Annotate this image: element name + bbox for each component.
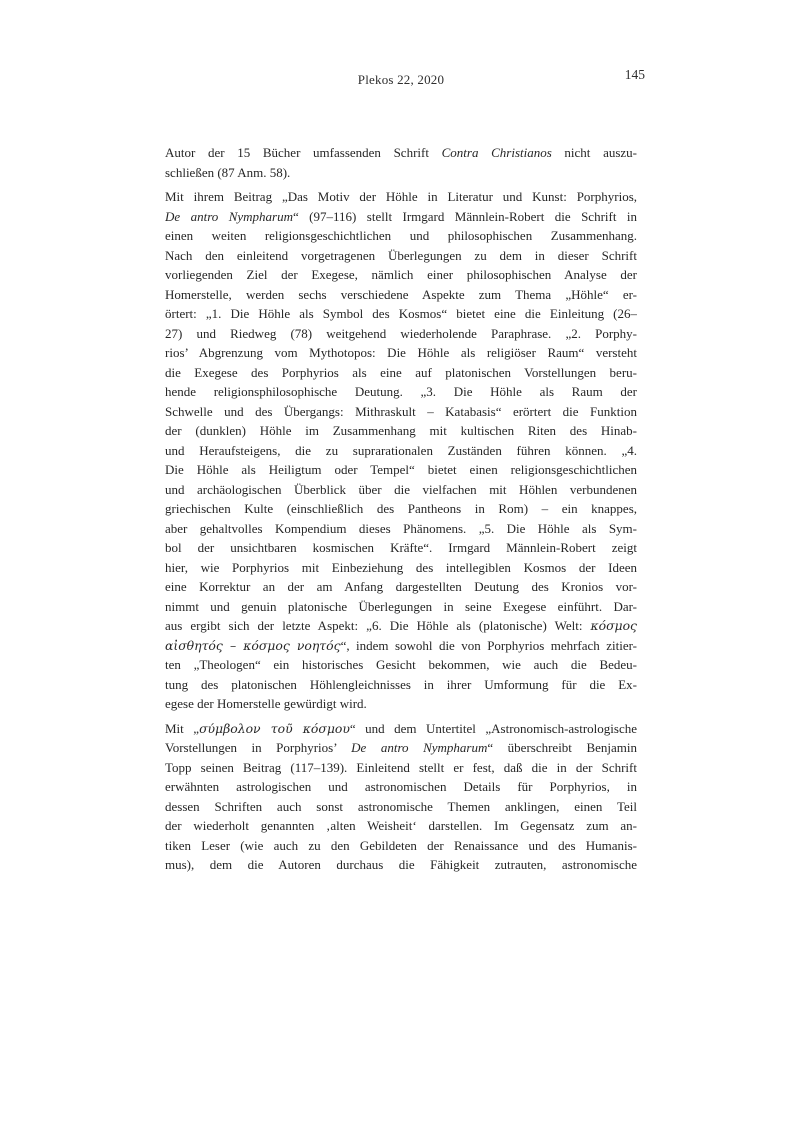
text-line — [165, 480, 637, 500]
text-line — [165, 758, 637, 778]
italic-work-title: Contra Christianos — [441, 145, 552, 160]
paragraph — [165, 719, 637, 875]
text-line — [165, 324, 637, 344]
text-line — [165, 143, 637, 163]
paragraph — [165, 187, 637, 714]
text-line — [165, 499, 637, 519]
text-line — [165, 519, 637, 539]
text-line — [165, 797, 637, 817]
text-segment: Schwelle und des Übergangs: Mithraskult – Katabasis“ erörtert die Funktion — [165, 403, 637, 419]
text-segment: egese der Homerstelle gewürdigt wird. — [165, 696, 367, 711]
text-segment: “ und dem Untertitel „Astronomisch-astrologische — [349, 720, 637, 736]
text-line — [165, 738, 637, 758]
page-number: 145 — [624, 67, 645, 82]
text-line — [165, 402, 637, 422]
text-segment: vorliegenden Ziel der Exegese, nämlich einer philosophischen Analyse der — [165, 267, 637, 282]
text-segment: aber gehaltvolles Kompendium dieses Phänomens. „5. Die Höhle als Sym- — [165, 520, 637, 536]
text-segment: und archäologischen Überblick über die vielfachen mit Höhlen verbundenen — [165, 481, 637, 497]
text-segment: “ überschreibt Benjamin — [487, 740, 637, 755]
text-segment: Vorstellungen in Porphyrios’ — [165, 740, 352, 755]
text-line — [165, 777, 637, 797]
text-line — [165, 538, 637, 558]
text-segment: Mit „ — [165, 720, 200, 736]
text-line — [165, 694, 637, 714]
text-line — [165, 363, 637, 383]
text-segment: nicht auszu- — [551, 145, 637, 160]
text-line — [165, 558, 637, 578]
text-segment: bol der unsichtbaren kosmischen Kräfte“. Irmgard Männlein-Robert zeigt — [165, 540, 637, 555]
italic-work-title: De antro Nympharum — [165, 208, 293, 224]
text-line — [165, 441, 637, 461]
text-segment: Mit ihrem Beitrag „Das Motiv der Höhle in Literatur und Kunst: Porphyrios, — [165, 189, 637, 204]
text-segment: die Exegese des Porphyrios als eine auf platonischen Vorstellungen beru- — [165, 364, 637, 380]
text-segment: tiken Leser (wie auch zu den Gebildeten der Renaissance und des Humanis- — [165, 837, 637, 853]
text-segment: der (dunklen) Höhle im Zusammenhang mit kultischen Riten des Hinab- — [165, 423, 637, 438]
text-line — [165, 460, 637, 480]
running-header-title: Plekos 22, 2020 — [357, 72, 445, 87]
text-segment: rios’ Abgrenzung vom Mythotopos: Die Höhle als religiöser Raum“ versteht — [165, 345, 637, 360]
text-line — [165, 836, 637, 856]
text-line — [165, 382, 637, 402]
text-line — [165, 343, 637, 363]
text-segment: aus ergibt sich der letzte Aspekt: „6. Die Höhle als (platonische) Welt: — [165, 618, 591, 633]
text-line — [165, 207, 637, 227]
text-line — [165, 421, 637, 441]
text-line — [165, 597, 637, 617]
text-line — [165, 285, 637, 305]
text-line — [165, 246, 637, 266]
text-segment: örtert: „1. Die Höhle als Symbol des Kosmos“ bietet eine die Einleitung (26– — [165, 306, 637, 321]
text-segment: schließen (87 Anm. 58). — [165, 164, 291, 180]
greek-text: αἰσθητός – κόσμος νοητός — [165, 637, 341, 653]
text-line — [165, 816, 637, 836]
text-line — [165, 226, 637, 246]
italic-work-title: De antro Nympharum — [351, 740, 488, 755]
text-line — [165, 636, 637, 656]
text-block — [165, 143, 637, 875]
text-line — [165, 855, 637, 875]
text-line — [165, 719, 637, 739]
text-segment: nimmt und genuin platonische Überlegungen in seine Exegese einführt. Dar- — [165, 598, 637, 614]
text-segment: und Heraufsteigens, die zu suprarationalen Zuständen führen können. „4. — [165, 442, 637, 458]
text-segment: Nach den einleitend vorgetragenen Überlegungen zu dem in dieser Schrift — [165, 247, 637, 263]
text-segment: Autor der 15 Bücher umfassenden Schrift — [165, 145, 442, 160]
text-segment: hende religionsphilosophische Deutung. „3. Die Höhle als Raum der — [165, 384, 637, 399]
text-segment: erwähnten astrologischen und astronomischen Details für Porphyrios, in — [165, 779, 637, 794]
paragraph — [165, 143, 637, 182]
text-line — [165, 304, 637, 324]
text-segment: griechischen Kulte (einschließlich des Pantheons in Rom) – ein knappes, — [165, 501, 637, 516]
text-segment: Topp seinen Beitrag (117–139). Einleitend stellt er fest, daß die in der Schrift — [165, 759, 637, 775]
text-line — [165, 655, 637, 675]
text-segment: eine Korrektur an der am Anfang dargestellten Deutung des Kronios vor- — [165, 579, 637, 594]
text-segment: tung des platonischen Höhlengleichnisses in ihrer Umformung für die Ex- — [165, 676, 637, 692]
text-segment: einen weiten religionsgeschichtlichen und philosophischen Zusammenhang. — [165, 228, 637, 243]
text-segment: Homerstelle, werden sechs verschiedene Aspekte zum Thema „Höhle“ er- — [165, 286, 637, 302]
text-segment: hier, wie Porphyrios mit Einbeziehung des intellegiblen Kosmos der Ideen — [165, 559, 637, 575]
text-line — [165, 163, 637, 183]
text-segment: dessen Schriften auch sonst astronomische Themen anklingen, einen Teil — [165, 798, 637, 814]
text-line — [165, 187, 637, 207]
text-segment: “, indem sowohl die von Porphyrios mehrfach zitier- — [340, 637, 637, 653]
greek-text: σύμβολον τοῦ κόσμου — [199, 720, 350, 736]
text-segment: ten „Theologen“ ein historisches Gesicht bekommen, wie auch die Bedeu- — [165, 657, 637, 672]
text-segment: “ (97–116) stellt Irmgard Männlein-Robert die Schrift in — [292, 208, 637, 224]
text-segment: Die Höhle als Heiligtum oder Tempel“ bietet einen religionsgeschichtlichen — [165, 462, 637, 477]
text-line — [165, 577, 637, 597]
text-line — [165, 616, 637, 636]
text-line — [165, 265, 637, 285]
text-segment: der wiederholt genannten ‚alten Weisheit‘ darstellen. Im Gegensatz zum an- — [165, 818, 637, 833]
text-segment: mus), dem die Autoren durchaus die Fähigkeit zutrauten, astronomische — [165, 857, 637, 872]
greek-text: κόσμος — [590, 618, 637, 633]
text-segment: 27) und Riedweg (78) weitgehend wiederholende Paraphrase. „2. Porphy- — [165, 325, 637, 341]
text-line — [165, 675, 637, 695]
